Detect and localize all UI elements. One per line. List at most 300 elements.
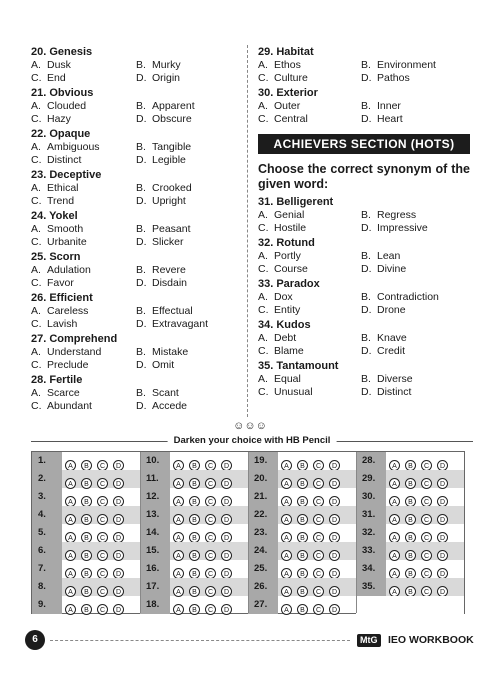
answer-bubble[interactable]: C	[313, 478, 324, 489]
answer-bubble[interactable]: C	[205, 568, 216, 579]
answer-bubble[interactable]: B	[297, 496, 308, 507]
answer-option	[31, 72, 66, 85]
answer-bubble[interactable]: B	[81, 550, 92, 561]
answer-bubble[interactable]: D	[437, 586, 448, 597]
answer-bubble[interactable]: C	[97, 496, 108, 507]
answer-bubble[interactable]: D	[437, 514, 448, 525]
answer-row-number: 2.	[32, 470, 62, 488]
question-title: 27. Comprehend	[31, 333, 118, 345]
answer-option	[31, 305, 88, 318]
answer-bubble[interactable]: A	[281, 460, 292, 471]
option-text: Unusual	[274, 386, 313, 398]
option-text: Outer	[274, 100, 301, 112]
answer-bubble[interactable]: C	[205, 550, 216, 561]
answer-bubble[interactable]: A	[65, 568, 76, 579]
answer-bubble[interactable]: C	[205, 514, 216, 525]
question	[258, 195, 470, 235]
option-text: Apparent	[152, 100, 195, 112]
answer-bubble[interactable]: B	[405, 532, 416, 543]
answer-option	[258, 263, 308, 276]
option-letter: C.	[258, 304, 269, 316]
answer-bubble[interactable]: D	[329, 460, 340, 471]
answer-bubble[interactable]: A	[65, 604, 76, 615]
question	[31, 209, 236, 249]
answer-option	[361, 209, 416, 222]
answer-row-number: 4.	[32, 506, 62, 524]
answer-bubble[interactable]: B	[297, 478, 308, 489]
option-text: Omit	[152, 359, 175, 371]
question	[258, 359, 470, 399]
option-letter: A.	[258, 59, 268, 71]
question	[31, 86, 236, 126]
answer-option	[136, 387, 179, 400]
answer-bubble[interactable]: C	[313, 586, 324, 597]
answer-bubble[interactable]: A	[389, 478, 400, 489]
answer-bubble[interactable]: C	[421, 550, 432, 561]
answer-bubble[interactable]: B	[405, 496, 416, 507]
answer-row	[32, 452, 140, 470]
answer-bubble[interactable]: D	[113, 532, 124, 543]
answer-bubble[interactable]: D	[329, 496, 340, 507]
answer-bubble[interactable]: C	[205, 496, 216, 507]
answer-option	[136, 346, 188, 359]
answer-option	[361, 304, 406, 317]
answer-option	[258, 332, 296, 345]
answer-option	[361, 59, 436, 72]
answer-bubble[interactable]: C	[421, 514, 432, 525]
answer-row-number: 33.	[356, 542, 386, 560]
question-title: 30. Exterior	[258, 87, 318, 99]
answer-bubble[interactable]: C	[313, 550, 324, 561]
question	[31, 373, 236, 413]
answer-row	[356, 506, 464, 524]
question-title: 25. Scorn	[31, 251, 81, 263]
answer-bubble[interactable]: A	[173, 514, 184, 525]
answer-bubble[interactable]: B	[81, 460, 92, 471]
answer-row	[248, 560, 356, 578]
answer-bubble[interactable]: C	[97, 586, 108, 597]
option-text: Careless	[47, 305, 89, 317]
answer-bubble[interactable]: C	[421, 496, 432, 507]
option-text: Crooked	[152, 182, 192, 194]
answer-bubble[interactable]: D	[221, 604, 232, 615]
answer-bubble[interactable]: B	[189, 514, 200, 525]
answer-bubble[interactable]: D	[113, 478, 124, 489]
answer-bubble[interactable]: C	[97, 460, 108, 471]
option-letter: D.	[136, 72, 147, 84]
answer-row-number: 32.	[356, 524, 386, 542]
answer-bubble[interactable]: C	[97, 568, 108, 579]
option-text: Understand	[47, 346, 102, 358]
answer-bubble[interactable]: A	[65, 586, 76, 597]
answer-bubble[interactable]: D	[221, 568, 232, 579]
option-letter: C.	[258, 386, 269, 398]
answer-row	[32, 488, 140, 506]
option-text: Central	[274, 113, 308, 125]
answer-bubble[interactable]: A	[281, 496, 292, 507]
answer-bubble[interactable]: D	[329, 586, 340, 597]
question-title: 26. Efficient	[31, 292, 93, 304]
answer-bubble[interactable]: C	[421, 532, 432, 543]
answer-row-number: 34.	[356, 560, 386, 578]
answer-bubble[interactable]: D	[437, 568, 448, 579]
option-letter: D.	[136, 318, 147, 330]
answer-option	[258, 373, 301, 386]
answer-row	[140, 452, 248, 470]
answer-row	[248, 452, 356, 470]
option-text: Dox	[274, 291, 293, 303]
answer-row-number: 24.	[248, 542, 278, 560]
option-text: Portly	[274, 250, 301, 262]
answer-bubble[interactable]: A	[65, 532, 76, 543]
answer-bubble[interactable]: B	[189, 586, 200, 597]
answer-bubble[interactable]: D	[329, 568, 340, 579]
option-text: Adulation	[47, 264, 91, 276]
answer-bubble[interactable]: D	[437, 532, 448, 543]
answer-bubble[interactable]: B	[405, 478, 416, 489]
footer-rule	[50, 640, 350, 641]
option-text: Debt	[274, 332, 297, 344]
answer-bubble[interactable]: A	[65, 514, 76, 525]
answer-row-number: 29.	[356, 470, 386, 488]
answer-bubble[interactable]: D	[113, 604, 124, 615]
answer-row	[356, 578, 464, 596]
answer-bubble[interactable]: B	[81, 604, 92, 615]
option-text: Legible	[152, 154, 186, 166]
answer-bubble[interactable]: D	[329, 604, 340, 615]
question-title: 22. Opaque	[31, 128, 91, 140]
answer-bubble[interactable]: D	[329, 514, 340, 525]
answer-row-number: 22.	[248, 506, 278, 524]
answer-bubble[interactable]: B	[189, 568, 200, 579]
answer-option	[31, 236, 87, 249]
answer-option	[31, 387, 80, 400]
option-letter: B.	[361, 250, 371, 262]
answer-bubble[interactable]: C	[97, 550, 108, 561]
answer-bubble[interactable]: A	[173, 496, 184, 507]
answer-bubble[interactable]: B	[405, 514, 416, 525]
answer-bubble[interactable]: C	[313, 496, 324, 507]
answer-bubble[interactable]: D	[113, 460, 124, 471]
answer-row	[356, 488, 464, 506]
hots-instruction: Choose the correct synonym of the given word:	[258, 162, 470, 191]
answer-option	[258, 59, 301, 72]
answer-row	[140, 506, 248, 524]
answer-option	[361, 345, 405, 358]
option-letter: D.	[136, 154, 147, 166]
answer-row-number: 9.	[32, 596, 62, 614]
answer-row	[32, 506, 140, 524]
answer-bubble[interactable]: C	[205, 532, 216, 543]
answer-bubble[interactable]: A	[281, 532, 292, 543]
option-text: Murky	[152, 59, 181, 71]
answer-bubble[interactable]: D	[329, 550, 340, 561]
answer-bubble[interactable]: D	[437, 496, 448, 507]
answer-bubble[interactable]: A	[389, 568, 400, 579]
answer-bubble[interactable]: A	[65, 478, 76, 489]
answer-bubble[interactable]: D	[221, 532, 232, 543]
answer-bubble[interactable]: A	[389, 550, 400, 561]
answer-bubble[interactable]: D	[221, 550, 232, 561]
answer-bubble[interactable]: A	[173, 532, 184, 543]
answer-bubble[interactable]: A	[281, 586, 292, 597]
answer-bubble[interactable]: C	[313, 532, 324, 543]
option-text: Equal	[274, 373, 301, 385]
option-letter: C.	[31, 400, 42, 412]
answer-bubble[interactable]: C	[97, 604, 108, 615]
answer-row-number: 19.	[248, 452, 278, 470]
option-letter: A.	[31, 100, 41, 112]
answer-bubble[interactable]: A	[281, 604, 292, 615]
answer-option	[361, 222, 428, 235]
answer-bubble[interactable]: B	[297, 568, 308, 579]
answer-bubble[interactable]: A	[173, 586, 184, 597]
option-letter: B.	[136, 305, 146, 317]
option-letter: A.	[258, 209, 268, 221]
answer-row	[32, 596, 140, 614]
option-text: Lavish	[47, 318, 78, 330]
answer-bubble[interactable]: B	[297, 604, 308, 615]
answer-bubble[interactable]: D	[329, 478, 340, 489]
option-letter: D.	[361, 263, 372, 275]
answer-row	[140, 578, 248, 596]
option-letter: B.	[361, 373, 371, 385]
answer-bubble[interactable]: B	[189, 532, 200, 543]
answer-bubble[interactable]: B	[81, 496, 92, 507]
answer-bubble[interactable]: B	[297, 550, 308, 561]
answer-bubble[interactable]: A	[389, 586, 400, 597]
question-title: 21. Obvious	[31, 87, 94, 99]
answer-bubble[interactable]: D	[437, 460, 448, 471]
answer-bubble[interactable]: C	[205, 460, 216, 471]
question	[258, 45, 470, 85]
answer-bubble[interactable]: C	[97, 514, 108, 525]
question-title: 33. Paradox	[258, 278, 320, 290]
answer-bubble[interactable]: A	[173, 550, 184, 561]
answer-bubble[interactable]: D	[221, 460, 232, 471]
answer-bubble[interactable]: B	[81, 568, 92, 579]
answer-option	[361, 113, 403, 126]
answer-bubble[interactable]: D	[437, 478, 448, 489]
option-text: Entity	[274, 304, 301, 316]
answer-bubble[interactable]: D	[437, 550, 448, 561]
answer-bubble[interactable]: A	[281, 568, 292, 579]
answer-bubble[interactable]: C	[205, 604, 216, 615]
answer-bubble[interactable]: D	[221, 586, 232, 597]
answer-bubble[interactable]: C	[421, 568, 432, 579]
option-text: Ethos	[274, 59, 301, 71]
option-letter: A.	[258, 250, 268, 262]
option-letter: D.	[361, 222, 372, 234]
empty-answer-cell	[356, 596, 464, 614]
option-letter: A.	[258, 373, 268, 385]
answer-option	[361, 291, 439, 304]
answer-row-number: 14.	[140, 524, 170, 542]
answer-option	[361, 373, 413, 386]
option-letter: D.	[136, 359, 147, 371]
answer-row-number: 6.	[32, 542, 62, 560]
option-text: Dusk	[47, 59, 71, 71]
option-letter: A.	[31, 141, 41, 153]
answer-bubble[interactable]: B	[297, 586, 308, 597]
answer-bubble[interactable]: B	[405, 550, 416, 561]
answer-bubble[interactable]: B	[297, 514, 308, 525]
answer-bubble[interactable]: C	[313, 460, 324, 471]
option-text: Smooth	[47, 223, 84, 235]
answer-row-number: 15.	[140, 542, 170, 560]
answer-option	[361, 250, 400, 263]
option-text: Hazy	[47, 113, 71, 125]
answer-row-number: 7.	[32, 560, 62, 578]
answer-bubble[interactable]: D	[113, 586, 124, 597]
answer-bubble[interactable]: A	[173, 568, 184, 579]
answer-grid	[31, 451, 465, 614]
answer-bubble[interactable]: B	[189, 478, 200, 489]
question-title: 28. Fertile	[31, 374, 83, 386]
option-letter: C.	[258, 72, 269, 84]
question	[258, 318, 470, 358]
option-letter: D.	[136, 195, 147, 207]
option-text: Course	[274, 263, 308, 275]
answer-option	[31, 182, 79, 195]
question-title: 32. Rotund	[258, 237, 315, 249]
option-text: Favor	[47, 277, 74, 289]
option-letter: A.	[31, 59, 41, 71]
option-letter: C.	[258, 263, 269, 275]
answer-bubble[interactable]: C	[97, 532, 108, 543]
answer-bubble[interactable]: B	[189, 550, 200, 561]
option-text: Upright	[152, 195, 186, 207]
answer-option	[136, 318, 208, 331]
answer-bubble[interactable]: B	[81, 586, 92, 597]
answer-bubble[interactable]: B	[297, 460, 308, 471]
answer-row-number: 30.	[356, 488, 386, 506]
answer-bubble[interactable]: D	[221, 496, 232, 507]
answer-option	[31, 264, 91, 277]
answer-bubble[interactable]: C	[421, 460, 432, 471]
answer-grid-column	[248, 452, 356, 613]
option-letter: D.	[361, 386, 372, 398]
answer-bubble[interactable]: B	[189, 460, 200, 471]
answer-bubble[interactable]: A	[389, 514, 400, 525]
option-text: Lean	[377, 250, 401, 262]
answer-bubble[interactable]: B	[405, 460, 416, 471]
option-letter: A.	[31, 223, 41, 235]
answer-bubble[interactable]: B	[81, 478, 92, 489]
answer-bubble[interactable]: D	[329, 532, 340, 543]
answer-option	[258, 100, 300, 113]
option-letter: B.	[136, 346, 146, 358]
answer-bubble[interactable]: B	[81, 514, 92, 525]
answer-bubble[interactable]: A	[389, 460, 400, 471]
answer-row	[356, 470, 464, 488]
option-letter: B.	[361, 291, 371, 303]
answer-option	[258, 386, 313, 399]
answer-bubble[interactable]: A	[65, 550, 76, 561]
answer-bubble[interactable]: D	[113, 496, 124, 507]
answer-bubble[interactable]: B	[405, 586, 416, 597]
option-text: Obscure	[152, 113, 192, 125]
answer-option	[31, 318, 77, 331]
answer-option	[136, 264, 186, 277]
answer-option	[136, 305, 193, 318]
answer-bubble[interactable]: C	[97, 478, 108, 489]
answer-bubble[interactable]: C	[421, 478, 432, 489]
option-text: Urbanite	[47, 236, 87, 248]
answer-row-number: 8.	[32, 578, 62, 596]
answer-bubble[interactable]: D	[113, 568, 124, 579]
question-title: 20. Genesis	[31, 46, 93, 58]
answer-bubble[interactable]: A	[173, 604, 184, 615]
question	[31, 332, 236, 372]
answer-bubble[interactable]: A	[173, 478, 184, 489]
option-text: Scarce	[47, 387, 80, 399]
answer-bubble[interactable]: D	[221, 478, 232, 489]
right-question-column	[258, 45, 470, 400]
answer-row-number: 10.	[140, 452, 170, 470]
answer-bubble[interactable]: B	[81, 532, 92, 543]
answer-bubble[interactable]: B	[297, 532, 308, 543]
option-letter: A.	[31, 305, 41, 317]
answer-bubble[interactable]: C	[205, 478, 216, 489]
answer-option	[136, 359, 174, 372]
answer-bubble[interactable]: A	[65, 460, 76, 471]
option-text: Genial	[274, 209, 305, 221]
answer-bubble[interactable]: D	[113, 514, 124, 525]
answer-bubble[interactable]: C	[421, 586, 432, 597]
answer-bubble[interactable]: D	[113, 550, 124, 561]
answer-bubble[interactable]: A	[389, 496, 400, 507]
answer-bubble[interactable]: A	[173, 460, 184, 471]
answer-row	[140, 470, 248, 488]
option-text: Preclude	[47, 359, 89, 371]
option-letter: C.	[31, 113, 42, 125]
answer-bubble[interactable]: D	[221, 514, 232, 525]
answer-bubble[interactable]: B	[189, 496, 200, 507]
answer-row	[248, 506, 356, 524]
answer-row-number: 31.	[356, 506, 386, 524]
answer-bubble[interactable]: C	[313, 604, 324, 615]
option-letter: D.	[361, 72, 372, 84]
question-title: 34. Kudos	[258, 319, 311, 331]
answer-row-number: 3.	[32, 488, 62, 506]
question	[258, 277, 470, 317]
question-title: 29. Habitat	[258, 46, 314, 58]
answer-bubble[interactable]: C	[313, 514, 324, 525]
answer-row	[248, 596, 356, 614]
answer-bubble[interactable]: A	[389, 532, 400, 543]
answer-bubble[interactable]: A	[65, 496, 76, 507]
option-letter: A.	[258, 332, 268, 344]
answer-bubble[interactable]: A	[281, 550, 292, 561]
answer-bubble[interactable]: C	[205, 586, 216, 597]
answer-bubble[interactable]: B	[405, 568, 416, 579]
answer-bubble[interactable]: A	[281, 514, 292, 525]
answer-bubble[interactable]: C	[313, 568, 324, 579]
answer-option	[136, 141, 191, 154]
answer-row-number: 23.	[248, 524, 278, 542]
answer-row	[140, 560, 248, 578]
answer-option	[31, 195, 74, 208]
answer-option	[136, 59, 181, 72]
answer-bubble[interactable]: A	[281, 478, 292, 489]
answer-bubble[interactable]: B	[189, 604, 200, 615]
answer-row-number: 18.	[140, 596, 170, 614]
option-letter: B.	[361, 100, 371, 112]
option-letter: A.	[258, 100, 268, 112]
option-letter: B.	[361, 332, 371, 344]
answer-option	[31, 400, 92, 413]
